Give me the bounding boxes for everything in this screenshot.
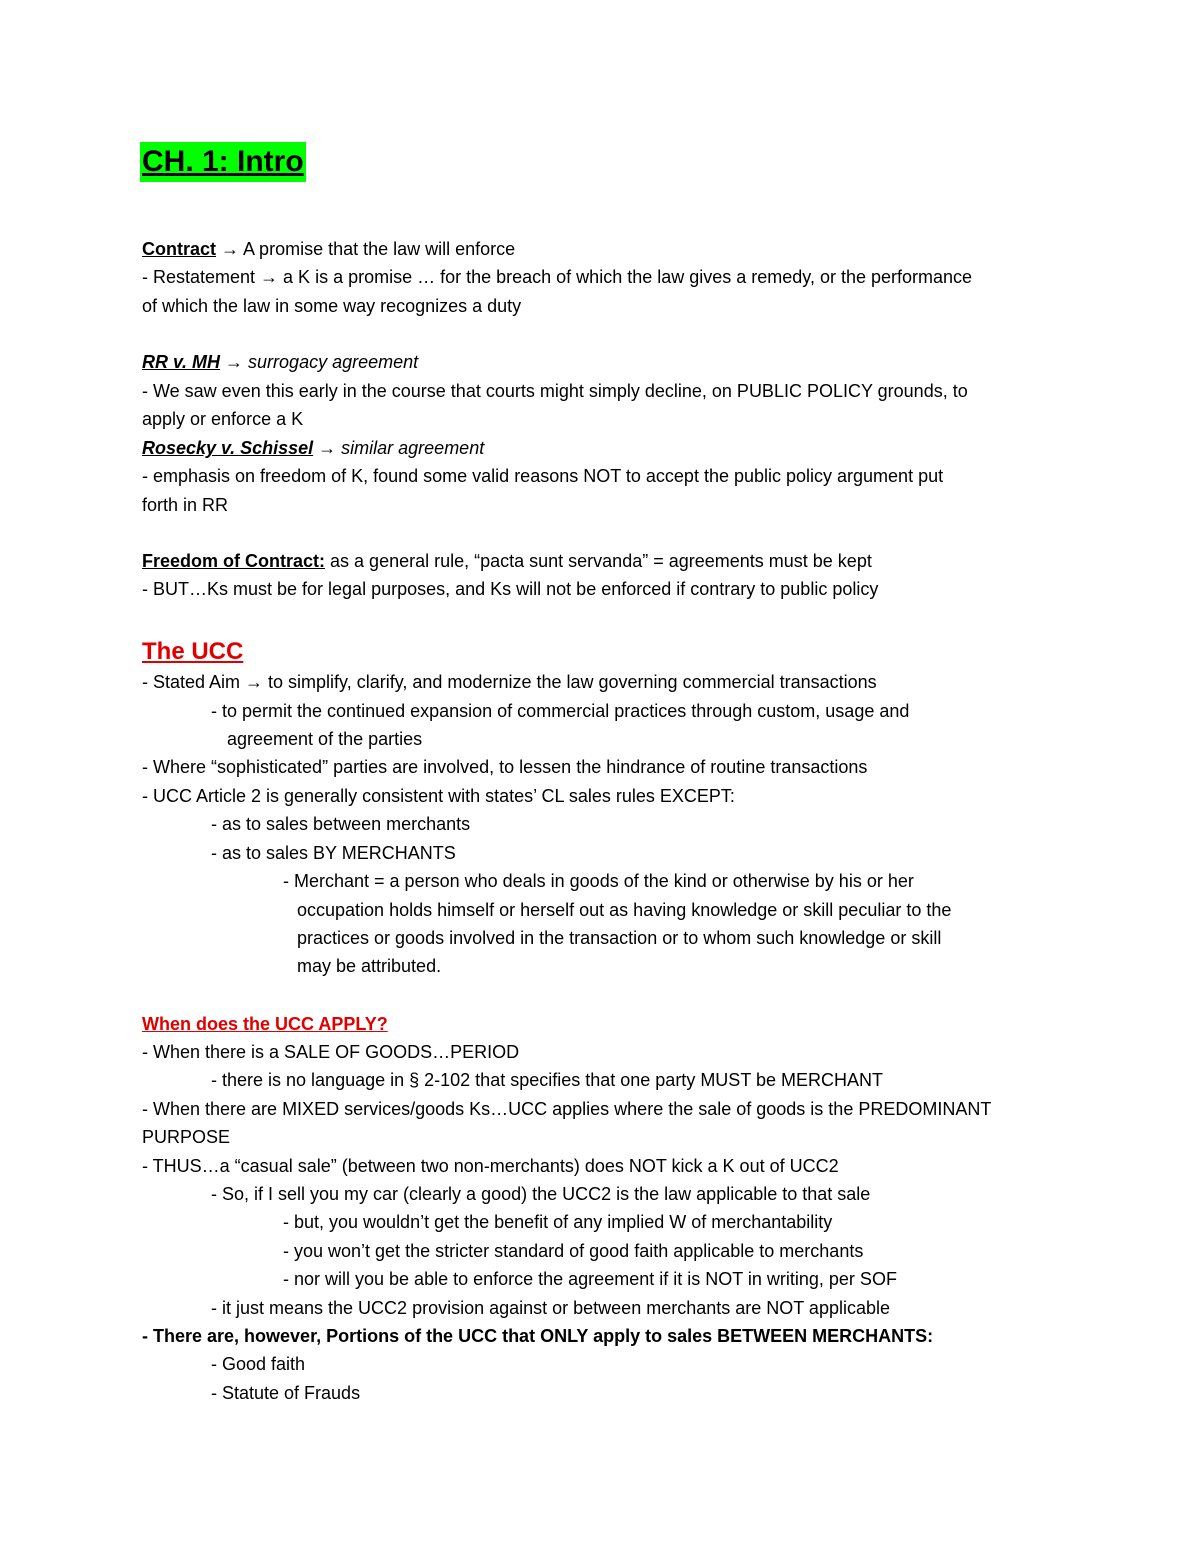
case-rr-heading	[142, 351, 418, 373]
ucc-line: - UCC Article 2 is generally consistent with states’ CL sales rules EXCEPT:	[142, 786, 735, 806]
apply-line: - nor will you be able to enforce the agreement if it is NOT in writing, per SOF	[283, 1269, 897, 1289]
restatement-line-2: of which the law in some way recognizes a duty	[142, 296, 522, 316]
apply-line: - THUS…a “casual sale” (between two non-merchants) does NOT kick a K out of UCC2	[142, 1156, 839, 1176]
arrow-icon: →	[221, 239, 240, 259]
apply-line: - So, if I sell you my car (clearly a good) the UCC2 is the law applicable to that sale	[211, 1184, 871, 1204]
apply-line: PURPOSE	[142, 1127, 231, 1147]
freedom-text: as a general rule, “pacta sunt servanda” = agreements must be kept	[330, 551, 872, 571]
case-rr-line-1: - We saw even this early in the course that courts might simply decline, on PUBLIC POLICY grounds, to	[142, 381, 968, 401]
case-rr-desc: surrogacy agreement	[248, 352, 419, 372]
apply-line: - it just means the UCC2 provision against or between merchants are NOT applicable	[211, 1298, 890, 1318]
arrow-icon: →	[318, 438, 337, 458]
case-rosecky-desc: similar agreement	[341, 438, 485, 458]
ucc-line: practices or goods involved in the transaction or to whom such knowledge or skill	[297, 928, 942, 948]
contract-definition-text: A promise that the law will enforce	[243, 239, 516, 259]
arrow-icon: →	[225, 352, 244, 372]
case-rosecky-heading	[142, 437, 484, 459]
freedom-of-contract	[142, 550, 872, 572]
case-rosecky-name: Rosecky v. Schissel	[142, 438, 314, 458]
ucc-heading: The UCC	[142, 638, 244, 665]
case-rr-name: RR v. MH	[142, 352, 221, 372]
apply-line: - Good faith	[211, 1354, 306, 1374]
ucc-line: occupation holds himself or herself out as having knowledge or skill peculiar to the	[297, 900, 952, 920]
page-title: CH. 1: Intro	[140, 142, 306, 182]
apply-line: - Statute of Frauds	[211, 1383, 361, 1403]
ucc-line: - to permit the continued expansion of commercial practices through custom, usage and	[211, 701, 910, 721]
apply-line: - When there is a SALE OF GOODS…PERIOD	[142, 1042, 520, 1062]
apply-line: - but, you wouldn’t get the benefit of any implied W of merchantability	[283, 1212, 833, 1232]
contract-term: Contract	[142, 239, 217, 259]
ucc-line: agreement of the parties	[227, 729, 423, 749]
apply-line: - When there are MIXED services/goods Ks…UCC applies where the sale of goods is the PREDOMINANT	[142, 1099, 992, 1119]
apply-heading: When does the UCC APPLY?	[142, 1014, 388, 1034]
contract-definition	[142, 238, 515, 260]
freedom-term: Freedom of Contract:	[142, 551, 326, 571]
ucc-line: - Merchant = a person who deals in goods of the kind or otherwise by his or her	[283, 871, 914, 891]
apply-line: - There are, however, Portions of the UCC that ONLY apply to sales BETWEEN MERCHANTS:	[142, 1326, 934, 1346]
ucc-line: - as to sales BY MERCHANTS	[211, 843, 456, 863]
ucc-line: may be attributed.	[297, 956, 442, 976]
apply-line: - there is no language in § 2-102 that specifies that one party MUST be MERCHANT	[211, 1070, 884, 1090]
ucc-line: - Where “sophisticated” parties are involved, to lessen the hindrance of routine transactions	[142, 757, 868, 777]
case-rr-line-2: apply or enforce a K	[142, 409, 304, 429]
apply-line: - you won’t get the stricter standard of good faith applicable to merchants	[283, 1241, 864, 1261]
ucc-line: - Stated Aim → to simplify, clarify, and modernize the law governing commercial transactions	[142, 672, 877, 692]
case-rosecky-line-2: forth in RR	[142, 495, 229, 515]
case-rosecky-line-1: - emphasis on freedom of K, found some valid reasons NOT to accept the public policy argument put	[142, 466, 944, 486]
restatement-line-1: - Restatement → a K is a promise … for the breach of which the law gives a remedy, or the performance	[142, 267, 973, 287]
freedom-but: - BUT…Ks must be for legal purposes, and Ks will not be enforced if contrary to public policy	[142, 579, 879, 599]
ucc-line: - as to sales between merchants	[211, 814, 471, 834]
